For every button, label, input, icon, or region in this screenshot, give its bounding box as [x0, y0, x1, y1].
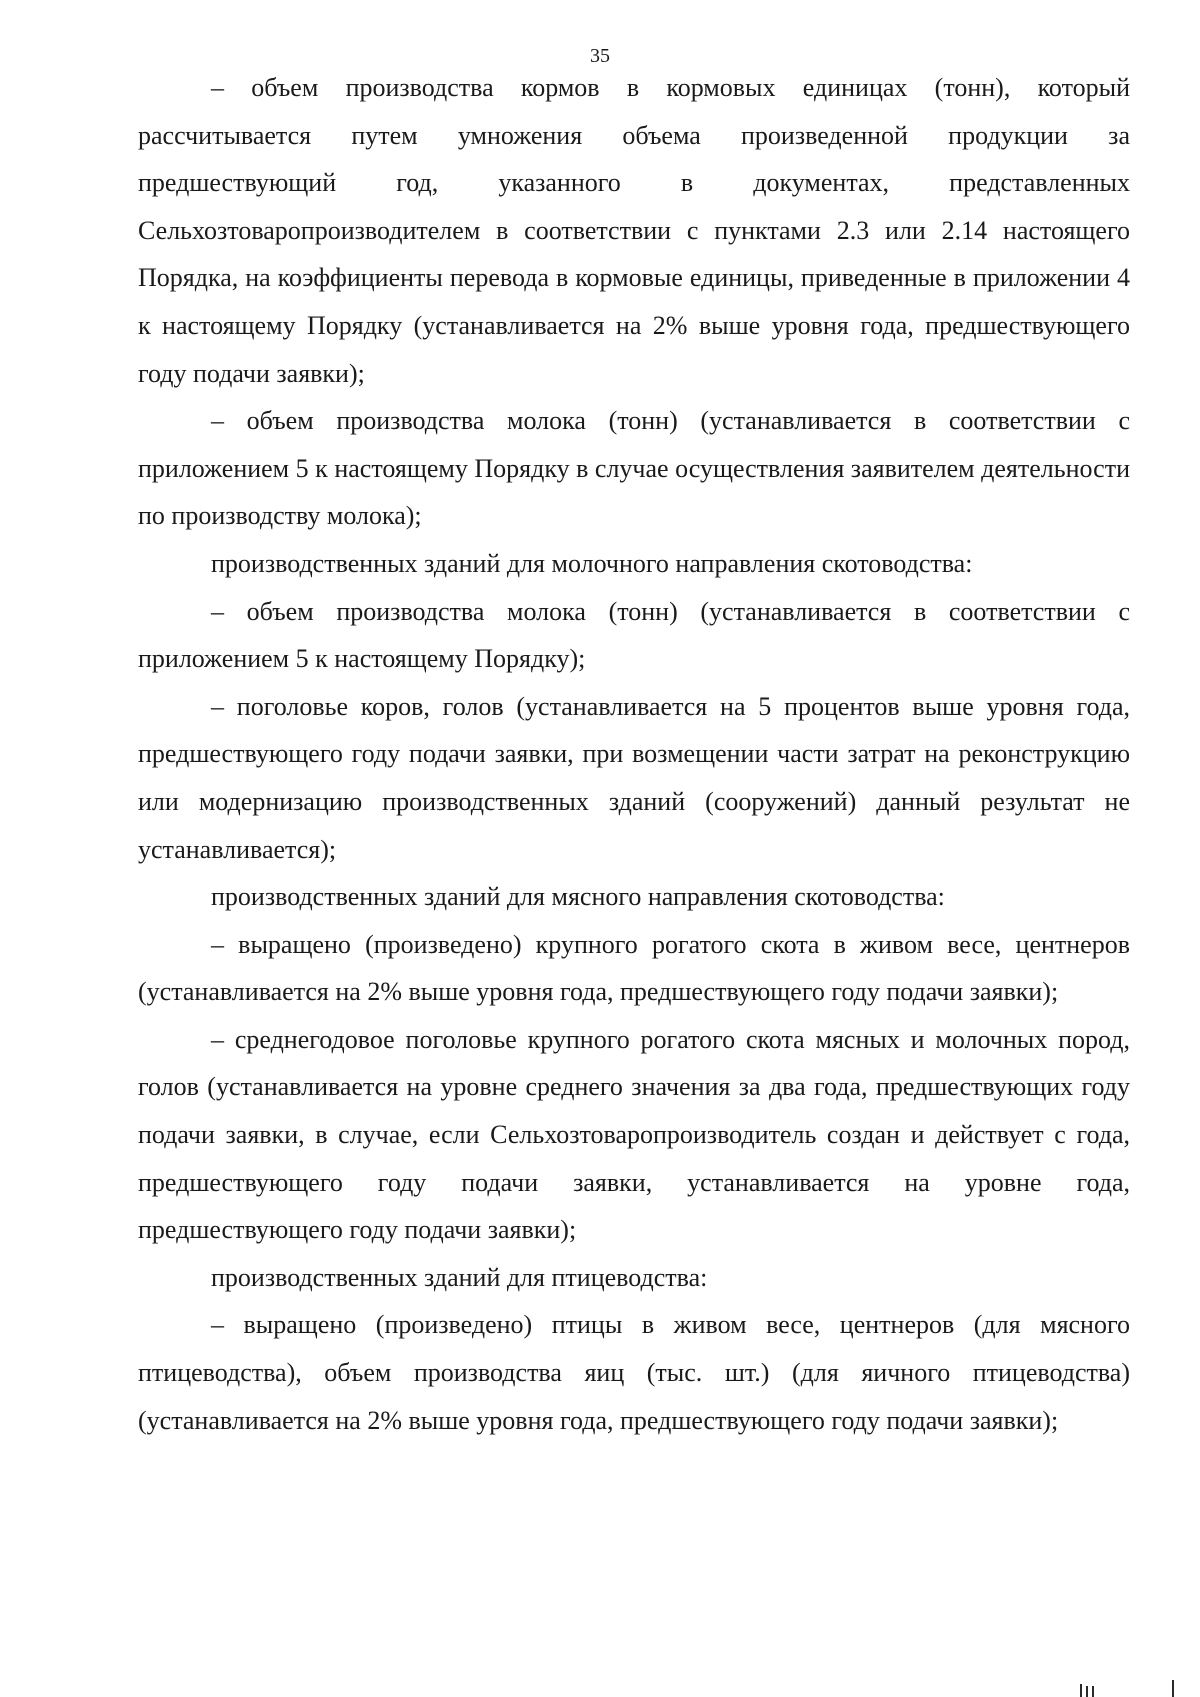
body-text: [138, 64, 1130, 1444]
paragraph-dairy-milk-volume: – объем производства молока (тонн) (устанавливается в соответствии с приложением 5 к настоящему Порядку);: [138, 596, 1130, 674]
paragraph-dairy-buildings-heading: производственных зданий для молочного направления скотоводства:: [211, 548, 973, 578]
scan-artifact-mark: [1080, 1684, 1082, 1697]
paragraph-poultry-buildings-heading: производственных зданий для птицеводства:: [211, 1262, 708, 1292]
paragraph-poultry-output: – выращено (произведено) птицы в живом весе, центнеров (для мясного птицеводства), объем производства яиц (тыс. шт.) (для яичного птицеводства) (устанавливается на 2% выше уровня года, предшествующего году подачи заявки);: [138, 1310, 1130, 1435]
paragraph-cow-headcount: – поголовье коров, голов (устанавливается на 5 процентов выше уровня года, предшествующего году подачи заявки, при возмещении части затрат на реконструкцию или модернизацию производственных зданий (сооружений) данный результат не устанавливается);: [138, 691, 1130, 864]
paragraph-cattle-average-headcount: – среднегодовое поголовье крупного рогатого скота мясных и молочных пород, голов (устанавливается на уровне среднего значения за два года, предшествующих году подачи заявки, в случае, если Сельхозтоваропроизводитель создан и действует с года, предшествующего году подачи заявки, устанавливается на уровне года, предшествующего году подачи заявки);: [138, 1024, 1130, 1245]
scan-artifact-mark: [1172, 1680, 1174, 1697]
paragraph-feed-volume: – объем производства кормов в кормовых единицах (тонн), который рассчитывается путем умножения объема произведенной продукции за предшествующий год, указанного в документах, представленных Сельхозтоваропроизводителем в соответствии с пунктами 2.3 или 2.14 настоящего Порядка, на коэффициенты перевода в кормовые единицы, приведенные в приложении 4 к настоящему Порядку (устанавливается на 2% выше уровня года, предшествующего году подачи заявки);: [138, 73, 1130, 388]
paragraph-milk-volume: – объем производства молока (тонн) (устанавливается в соответствии с приложением 5 к настоящему Порядку в случае осуществления заявителем деятельности по производству молока);: [138, 406, 1130, 531]
paragraph-cattle-live-weight: – выращено (произведено) крупного рогатого скота в живом весе, центнеров (устанавливается на 2% выше уровня года, предшествующего году подачи заявки);: [138, 929, 1130, 1007]
page-number: 35: [590, 45, 610, 67]
scan-artifact-mark: [1092, 1686, 1094, 1697]
paragraph-beef-buildings-heading: производственных зданий для мясного направления скотоводства:: [211, 882, 945, 912]
scan-artifact-mark: [1086, 1686, 1088, 1697]
